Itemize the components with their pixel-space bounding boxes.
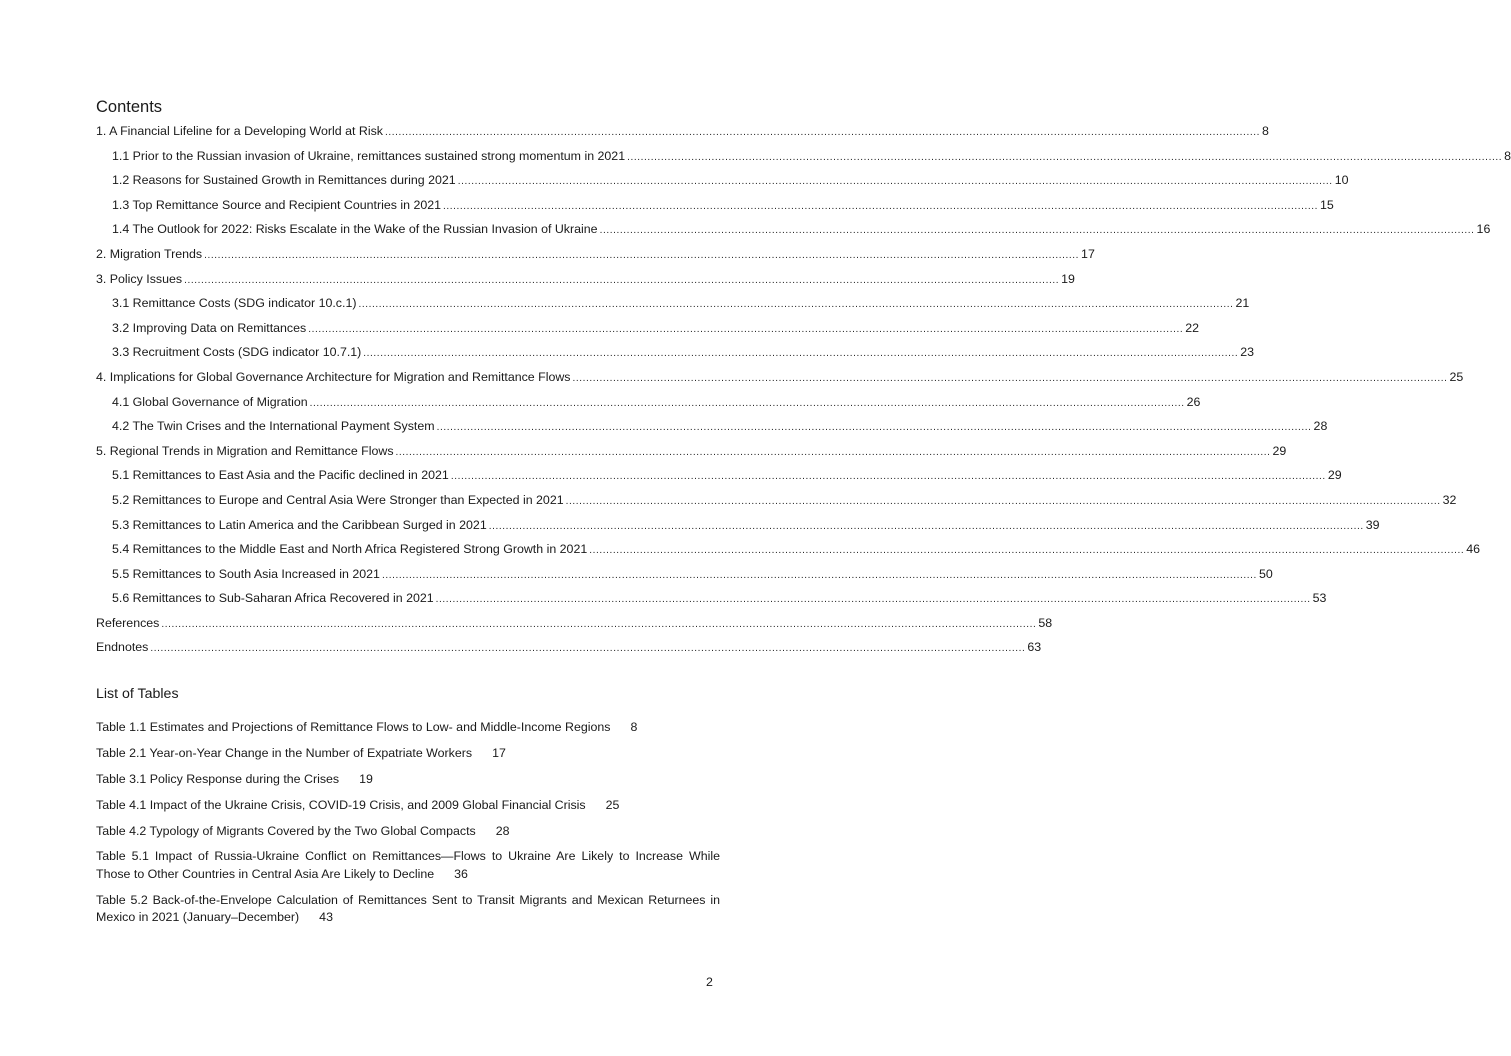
toc-entry[interactable] — [96, 638, 1042, 663]
toc-entry[interactable] — [96, 171, 1349, 196]
toc-entry[interactable] — [96, 122, 1269, 147]
table-list-entry[interactable] — [96, 823, 720, 841]
dot-leader — [308, 320, 1183, 339]
toc-entry-title: 4.1 Global Governance of Migration — [112, 394, 308, 409]
toc-entry-title: 3.3 Recruitment Costs (SDG indicator 10.7.1) — [112, 345, 362, 360]
table-list-entry[interactable] — [96, 745, 720, 763]
dot-leader — [358, 295, 1233, 314]
toc-entry[interactable] — [96, 368, 1464, 393]
table-entry-title: Table 1.1 Estimates and Projections of Remittance Flows to Low- and Middle-Income Regions — [96, 720, 611, 734]
toc-entry[interactable] — [96, 270, 1075, 295]
table-entry-title: Table 5.1 Impact of Russia-Ukraine Conflict on Remittances—Flows to Ukraine Are Likely to Increase While Those to Other Countries in Central Asia Are Likely to Decline — [96, 849, 720, 881]
toc-entry-page: 10 — [1334, 173, 1349, 188]
toc-entry-page: 8 — [1261, 124, 1269, 138]
toc-entry-page: 28 — [1313, 419, 1328, 434]
toc-entry-title: 1.1 Prior to the Russian invasion of Ukraine, remittances sustained strong momentum in 2021 — [112, 148, 626, 163]
toc-entry[interactable] — [96, 491, 1457, 516]
dot-leader — [382, 566, 1257, 585]
toc-entry-title: 3.1 Remittance Costs (SDG indicator 10.c.1) — [112, 296, 357, 311]
toc-entry-page: 29 — [1272, 443, 1287, 458]
table-entry-title: Table 4.2 Typology of Migrants Covered by the Two Global Compacts — [96, 823, 476, 838]
toc-entry-title: 3. Policy Issues — [96, 271, 183, 286]
dot-leader — [310, 394, 1185, 413]
toc-entry[interactable] — [96, 417, 1328, 442]
dot-leader — [363, 344, 1238, 363]
toc-entry-title: 5.4 Remittances to the Middle East and North Africa Registered Strong Growth in 2021 — [112, 542, 588, 557]
dot-leader — [489, 517, 1364, 536]
dot-leader — [204, 246, 1079, 265]
toc-entry-title: 3.2 Improving Data on Remittances — [112, 320, 307, 335]
dot-leader — [451, 467, 1326, 486]
table-entry-page: 17 — [492, 745, 506, 760]
dot-leader — [436, 590, 1311, 609]
dot-leader — [589, 541, 1464, 560]
dot-leader — [437, 418, 1312, 437]
toc-entry[interactable] — [96, 196, 1334, 221]
toc-entry-title: 5.1 Remittances to East Asia and the Pacific declined in 2021 — [112, 468, 449, 483]
table-list-entry[interactable] — [96, 892, 720, 927]
dot-leader — [396, 443, 1271, 462]
dot-leader — [161, 615, 1036, 634]
table-entry-title: Table 2.1 Year-on-Year Change in the Number of Expatriate Workers — [96, 745, 473, 760]
toc-entry-page: 63 — [1027, 640, 1042, 655]
dot-leader — [627, 148, 1502, 167]
toc-entry-page: 17 — [1081, 246, 1095, 261]
toc-entry-page: 19 — [1061, 271, 1075, 286]
table-entry-page: 28 — [495, 823, 510, 838]
toc-entry-title: 5. Regional Trends in Migration and Remittance Flows — [96, 443, 394, 458]
table-list-entry[interactable] — [96, 797, 720, 815]
toc-entry[interactable] — [96, 147, 1511, 172]
toc-entry-page: 58 — [1038, 615, 1053, 630]
table-entry-page: 43 — [319, 910, 333, 925]
toc-entry[interactable] — [96, 442, 1287, 467]
toc-entry-title: 4.2 The Twin Crises and the International Payment System — [112, 419, 435, 434]
toc-entry-title: 1.4 The Outlook for 2022: Risks Escalate in the Wake of the Russian Invasion of Ukraine — [112, 222, 598, 237]
list-of-tables-heading: List of Tables — [96, 686, 179, 702]
dot-leader — [184, 271, 1059, 290]
toc-entry-page: 21 — [1235, 296, 1250, 311]
toc-entry-title: 4. Implications for Global Governance Architecture for Migration and Remittance Flows — [96, 369, 571, 384]
table-entry-title: Table 5.2 Back-of-the-Envelope Calculation of Remittances Sent to Transit Migrants and Mexican Returnees in Mexico in 2021 (January–December) — [96, 892, 720, 925]
toc-entry[interactable] — [96, 516, 1380, 541]
toc-entry[interactable] — [96, 343, 1255, 368]
toc-entry-page: 50 — [1258, 566, 1273, 581]
toc-entry-title: 5.2 Remittances to Europe and Central Asia Were Stronger than Expected in 2021 — [112, 492, 564, 507]
toc-entry-page: 25 — [1449, 369, 1464, 384]
toc-entry[interactable] — [96, 319, 1199, 344]
table-entry-page: 36 — [454, 866, 468, 881]
toc-entry-title: References — [96, 615, 160, 630]
toc-entry-title: 1.2 Reasons for Sustained Growth in Remittances during 2021 — [112, 173, 456, 188]
toc-entry-page: 8 — [1504, 148, 1511, 163]
toc-entry[interactable] — [96, 540, 1481, 565]
toc-entry-page: 29 — [1327, 468, 1342, 483]
list-of-tables — [96, 719, 720, 935]
table-of-contents — [96, 122, 1511, 663]
toc-entry-page: 46 — [1466, 542, 1481, 557]
toc-entry-title: 5.5 Remittances to South Asia Increased in 2021 — [112, 566, 380, 581]
toc-entry-title: 5.3 Remittances to Latin America and the Caribbean Surged in 2021 — [112, 517, 487, 532]
table-entry-page: 19 — [359, 771, 373, 786]
dot-leader — [385, 123, 1260, 142]
toc-entry-page: 53 — [1312, 591, 1327, 606]
table-list-entry[interactable] — [96, 848, 720, 883]
toc-entry[interactable] — [96, 466, 1342, 491]
toc-entry-page: 15 — [1320, 197, 1334, 212]
table-list-entry[interactable] — [96, 719, 720, 737]
table-entry-page: 25 — [605, 797, 620, 812]
dot-leader — [458, 172, 1333, 191]
toc-entry[interactable] — [96, 614, 1053, 639]
dot-leader — [600, 221, 1475, 240]
toc-entry[interactable] — [96, 393, 1201, 418]
toc-entry-page: 26 — [1186, 394, 1201, 409]
table-list-entry[interactable] — [96, 771, 720, 789]
toc-entry-title: 5.6 Remittances to Sub-Saharan Africa Recovered in 2021 — [112, 591, 434, 606]
toc-entry[interactable] — [96, 565, 1273, 590]
toc-entry-title: 1.3 Top Remittance Source and Recipient Countries in 2021 — [112, 197, 442, 212]
toc-entry[interactable] — [96, 220, 1491, 245]
toc-entry-title: Endnotes — [96, 640, 149, 655]
toc-entry-page: 23 — [1240, 345, 1255, 360]
toc-entry-page: 39 — [1365, 517, 1380, 532]
toc-entry-title: 2. Migration Trends — [96, 246, 203, 261]
table-entry-page: 8 — [630, 720, 638, 734]
toc-entry-page: 32 — [1442, 492, 1457, 507]
toc-entry-page: 16 — [1476, 222, 1491, 237]
toc-entry[interactable] — [96, 589, 1327, 614]
table-entry-title: Table 4.1 Impact of the Ukraine Crisis, COVID-19 Crisis, and 2009 Global Financial Crisis — [96, 797, 586, 812]
contents-heading: Contents — [96, 98, 163, 116]
dot-leader — [443, 197, 1318, 216]
toc-entry[interactable] — [96, 294, 1250, 319]
toc-entry[interactable] — [96, 245, 1095, 270]
dot-leader — [150, 639, 1025, 658]
dot-leader — [566, 492, 1441, 511]
toc-entry-title: 1. A Financial Lifeline for a Developing World at Risk — [96, 124, 383, 138]
dot-leader — [573, 369, 1448, 388]
toc-entry-page: 22 — [1185, 320, 1199, 335]
page-number: 2 — [706, 975, 713, 989]
table-entry-title: Table 3.1 Policy Response during the Crises — [96, 771, 340, 786]
